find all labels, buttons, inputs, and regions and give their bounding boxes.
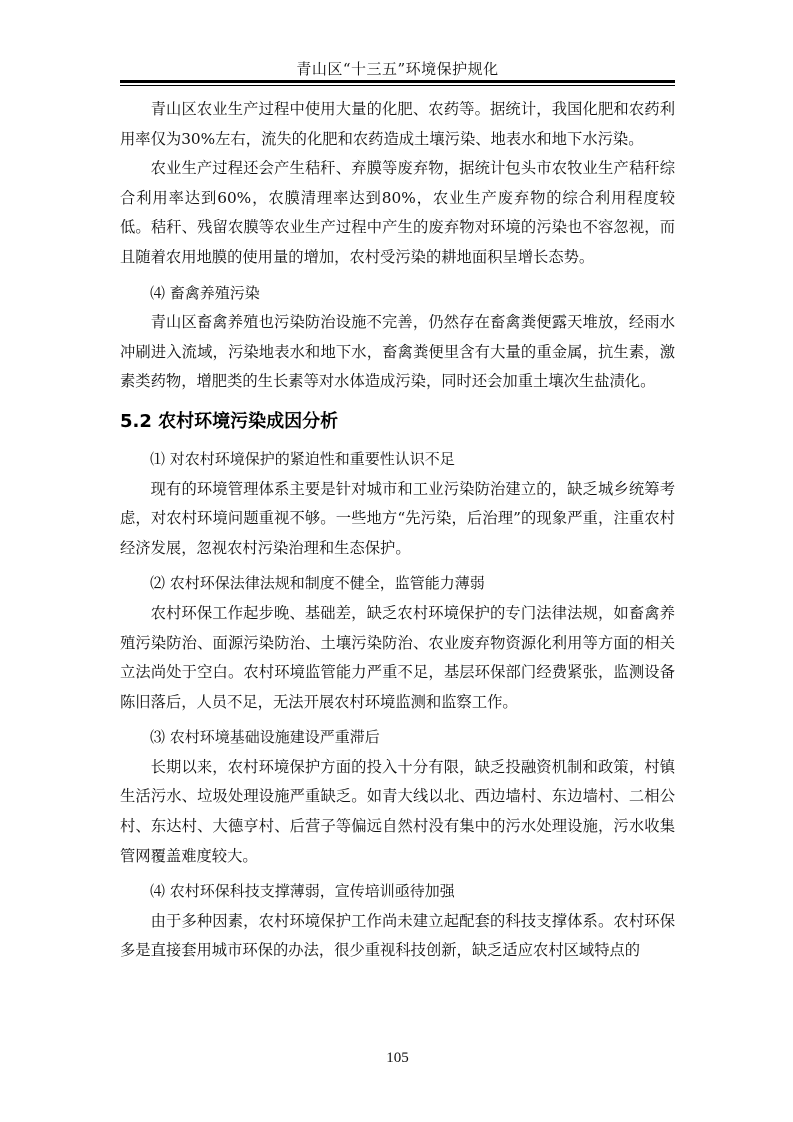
list-item-regulation: ⑵ 农村环保法律法规和制度不健全，监管能力薄弱 — [150, 574, 485, 593]
paragraph-technology: 由于多种因素，农村环境保护工作尚未建立起配套的科技支撑体系。农村环保多是直接套用城市环保的办法，很少重视科技创新，缺乏适应农村区域特点的 — [120, 911, 675, 960]
header-rule-thick — [120, 80, 675, 83]
list-item-awareness: ⑴ 对农村环境保护的紧迫性和重要性认识不足 — [150, 449, 455, 468]
list-item-livestock-heading: ⑷ 畜禽养殖污染 — [150, 283, 260, 302]
section-heading: 5.2 农村环境污染成因分析 — [120, 410, 339, 432]
paragraph-fertilizer: 青山区农业生产过程中使用大量的化肥、农药等。据统计，我国化肥和农药利用率仅为30%左右，流失的化肥和农药造成土壤污染、地表水和地下水污染。 — [120, 100, 675, 148]
page-number: 105 — [386, 1050, 409, 1066]
paragraph-livestock: 青山区畜禽养殖也污染防治设施不完善，仍然存在畜禽粪便露天堆放，经雨水冲刷进入流域，污染地表水和地下水，畜禽粪便里含有大量的重金属，抗生素，激素类药物，增肥类的生长素等对水体造成污染，同时还会加重土壤次生盐渍化。 — [120, 313, 675, 391]
page-body — [120, 95, 675, 966]
paragraph-regulation: 农村环保工作起步晚、基础差，缺乏农村环境保护的专门法律法规，如畜禽养殖污染防治、面源污染防治、土壤污染防治、农业废弃物资源化利用等方面的相关立法尚处于空白。农村环境监管能力严重不足，基层环保部门经费紧张，监测设备陈旧落后，人员不足，无法开展农村环境监测和监察工作。 — [120, 603, 675, 711]
running-header: 青山区“十三五”环境保护规化 — [296, 60, 499, 78]
paragraph-infrastructure: 长期以来，农村环境保护方面的投入十分有限，缺乏投融资机制和政策，村镇生活污水、垃圾处理设施严重缺乏。如青大线以北、西边墙村、东边墙村、二相公村、东达村、大德亨村、后营子等偏远自然村没有集中的污水处理设施，污水收集管网覆盖难度较大。 — [120, 757, 675, 865]
paragraph-agri-waste: 农业生产过程还会产生秸秆、弃膜等废弃物，据统计包头市农牧业生产秸秆综合利用率达到60%，农膜清理率达到80%，农业生产废弃物的综合利用程度较低。秸秆、残留农膜等农业生产过程中产生的废弃物对环境的污染也不容忽视，而且随着农用地膜的使用量的增加，农村受污染的耕地面积呈增长态势。 — [120, 159, 675, 266]
list-item-technology: ⑷ 农村环保科技支撑薄弱，宣传培训亟待加强 — [150, 882, 455, 901]
header-rule-thin — [120, 85, 675, 86]
list-item-infrastructure: ⑶ 农村环境基础设施建设严重滞后 — [150, 728, 380, 747]
paragraph-awareness: 现有的环境管理体系主要是针对城市和工业污染防治建立的，缺乏城乡统筹考虑，对农村环境问题重视不够。一些地方“先污染，后治理”的现象严重，注重农村经济发展，忽视农村污染治理和生态保护。 — [120, 479, 675, 557]
